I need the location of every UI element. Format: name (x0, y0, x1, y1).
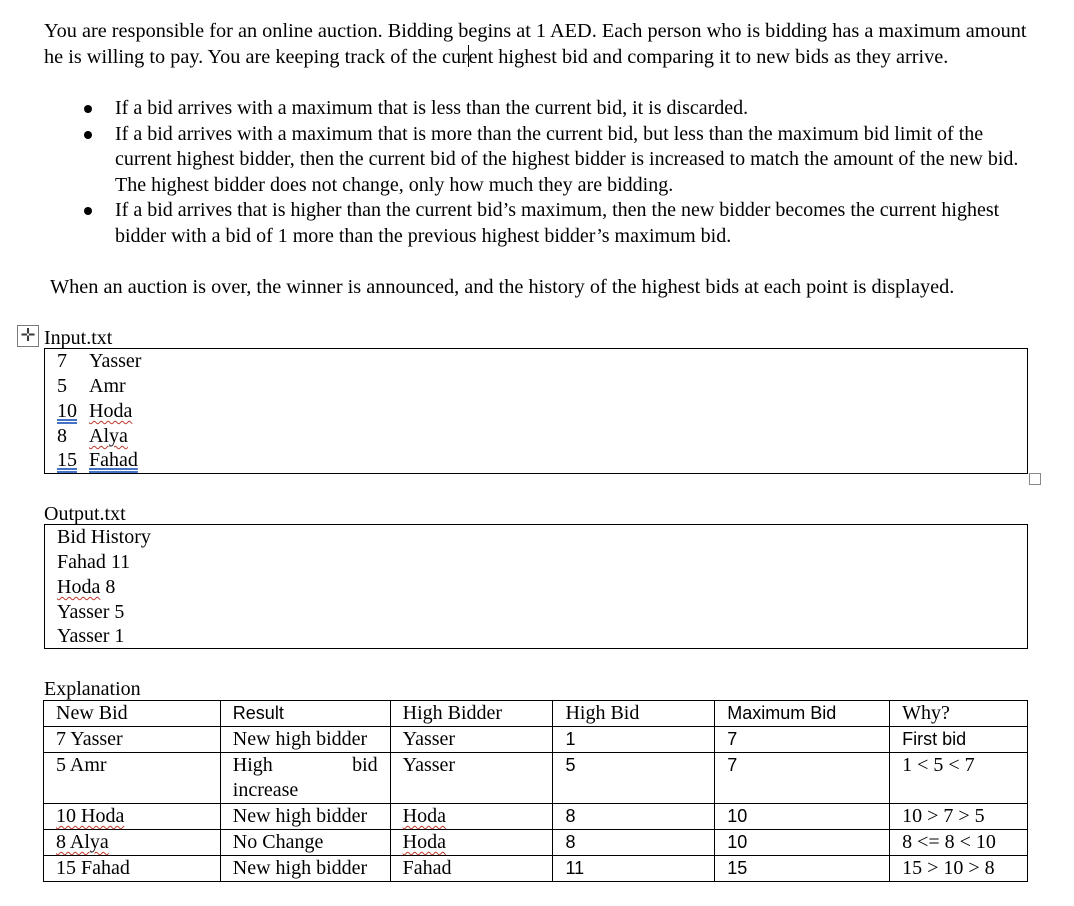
intro-paragraph-text-b: ent highest bid and comparing it to new bids as they arrive. (468, 46, 949, 68)
header-new-bid: New Bid (44, 701, 221, 727)
output-row: Fahad 11 (57, 551, 131, 573)
bullet-icon (84, 105, 92, 113)
output-row: Yasser 5 (57, 601, 125, 623)
output-row: Yasser 1 (57, 625, 125, 647)
table-row: 15 Fahad New high bidder Fahad 11 15 15 > 10 > 8 (44, 856, 1028, 882)
result-cell-wrapped: High bid increase (220, 753, 390, 804)
rule-item: If a bid arrives with a maximum that is more than the current bid, but less than the maximum bid limit of the current highest bidder, then the current bid of the highest bidder is increased to match the amount of the new bid. The highest bidder does not change, only how much they are bidding. (68, 122, 1034, 199)
input-row: 7 Yasser (57, 350, 142, 372)
header-why: Why? (890, 701, 1028, 727)
output-title: Output.txt (44, 503, 126, 525)
rule-item: If a bid arrives with a maximum that is less than the current bid, it is discarded. (68, 96, 1034, 122)
explanation-title: Explanation (44, 678, 141, 700)
bullet-icon (84, 207, 92, 215)
table-resize-handle-icon[interactable] (1029, 473, 1041, 485)
table-row: 5 Amr High bid increase Yasser 5 7 1 < 5 < 7 (44, 753, 1028, 804)
input-row: 8 Alya (57, 425, 128, 447)
explanation-table (43, 700, 1028, 882)
output-box (44, 524, 1028, 649)
table-move-handle-icon[interactable]: ✛ (17, 325, 39, 347)
intro-paragraph (44, 18, 1034, 70)
table-header-row (44, 701, 1028, 727)
table-row: 7 Yasser New high bidder Yasser 1 7 First bid (44, 727, 1028, 753)
header-high-bidder: High Bidder (390, 701, 553, 727)
rule-item: If a bid arrives that is higher than the current bid’s maximum, then the new bidder becomes the current highest bidder with a bid of 1 more than the previous highest bidder’s maximum bid. (68, 198, 1034, 249)
input-row: 5 Amr (57, 375, 126, 397)
input-row: 10 Hoda (57, 400, 133, 422)
intro-paragraph-text-a: You are responsible for an online auction. Bidding begins at 1 AED. Each person who is bidding has a maximum amount he is willing to pay. You are keeping track of the cur (44, 20, 1027, 68)
header-high-bid: High Bid (553, 701, 715, 727)
input-row: 15 Fahad (57, 449, 138, 471)
input-title: Input.txt (44, 327, 113, 349)
input-box (44, 348, 1028, 474)
summary-paragraph: When an auction is over, the winner is announced, and the history of the highest bids at each point is displayed. (50, 276, 955, 298)
bullet-icon (84, 131, 92, 139)
rules-list (68, 96, 1034, 249)
output-heading: Bid History (57, 526, 151, 548)
output-row: Hoda 8 (57, 576, 116, 598)
table-row: 10 Hoda 8 Alya New high bidder No Change Hoda Hoda 8 8 10 10 10 > 7 > 5 8 <= 8 < 10 (44, 804, 1028, 856)
header-result: Result (220, 701, 390, 727)
header-maximum-bid: Maximum Bid (715, 701, 890, 727)
